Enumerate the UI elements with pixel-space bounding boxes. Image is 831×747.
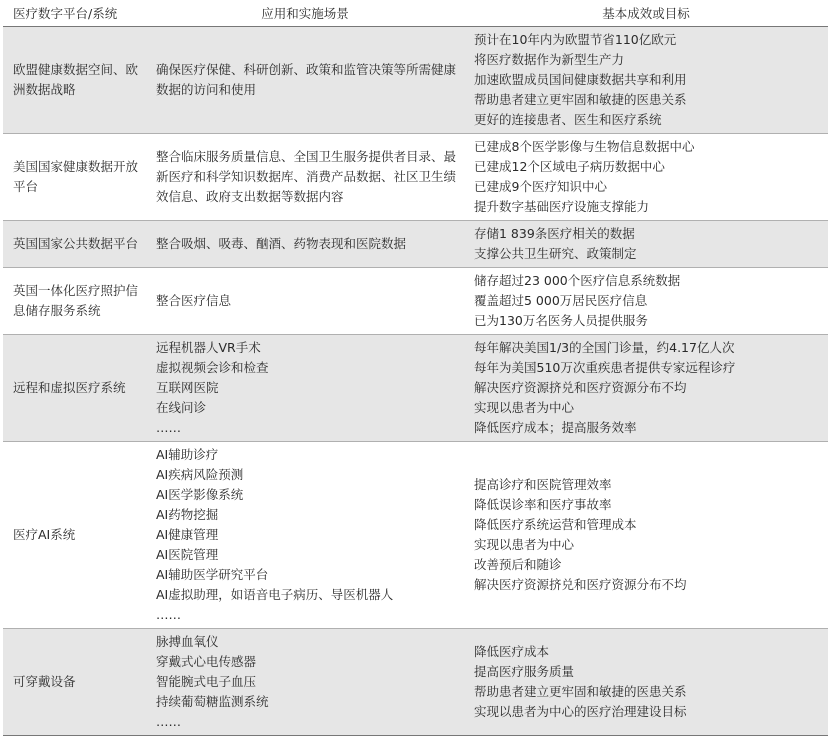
table-row: [3, 221, 828, 268]
scenario-cell: [146, 27, 464, 134]
outcome-cell: [464, 134, 828, 221]
header-row: [3, 0, 828, 27]
outcome-item: 已为130万名医务人员提供服务: [474, 313, 648, 328]
outcome-cell: [464, 268, 828, 335]
header-outcomes: 基本成效或目标: [464, 0, 828, 27]
scenario-item: 智能腕式电子血压: [156, 674, 257, 689]
outcome-item: 支撑公共卫生研究、政策制定: [474, 246, 637, 261]
header-platform: 医疗数字平台/系统: [3, 0, 146, 27]
outcome-item: 提高医疗服务质量: [474, 664, 575, 679]
table-row: [3, 27, 828, 134]
outcome-item: 提升数字基础医疗设施支撑能力: [474, 199, 650, 214]
outcome-item: 降低医疗系统运营和管理成本: [474, 517, 637, 532]
scenario-item: 远程机器人VR手术: [156, 340, 261, 355]
outcome-item: 实现以患者为中心: [474, 537, 575, 552]
outcome-item: 每年为美国510万次重疾患者提供专家远程诊疗: [474, 360, 736, 375]
outcome-item: 已建成12个区域电子病历数据中心: [474, 159, 665, 174]
outcome-item: 已建成9个医疗知识中心: [474, 179, 607, 194]
scenario-item: AI医院管理: [156, 547, 219, 562]
outcome-item: 降低医疗成本: [474, 644, 550, 659]
scenario-cell: [146, 268, 464, 335]
scenario-cell: [146, 335, 464, 442]
table-row: [3, 629, 828, 736]
outcome-cell: [464, 27, 828, 134]
scenario-item: ……: [156, 607, 181, 622]
scenario-cell: [146, 221, 464, 268]
outcome-item: 更好的连接患者、医生和医疗系统: [474, 112, 662, 127]
outcome-item: 每年解决美国1/3的全国门诊量，约4.17亿人次: [474, 340, 735, 355]
platform-name: 英国国家公共数据平台: [13, 236, 139, 251]
table-row: [3, 134, 828, 221]
outcome-item: 帮助患者建立更牢固和敏捷的医患关系: [474, 92, 687, 107]
scenario-item: 持续葡萄糖监测系统: [156, 694, 269, 709]
platform-cell: [3, 221, 146, 268]
outcome-item: 实现以患者为中心: [474, 400, 575, 415]
scenario-item: 虚拟视频会诊和检查: [156, 360, 269, 375]
outcome-item: 储存超过23 000个医疗信息系统数据: [474, 273, 681, 288]
outcome-item: 降低误诊率和医疗事故率: [474, 497, 612, 512]
scenario-text: 确保医疗保健、科研创新、政策和监管决策等所需健康数据的访问和使用: [156, 62, 457, 97]
scenario-item: 互联网医院: [156, 380, 219, 395]
table-row: [3, 268, 828, 335]
platform-name: 英国一体化医疗照护信息储存服务系统: [13, 283, 139, 318]
platform-name: 医疗AI系统: [13, 527, 76, 542]
platform-cell: [3, 442, 146, 629]
scenario-item: AI药物挖掘: [156, 507, 219, 522]
outcome-item: 改善预后和随诊: [474, 557, 562, 572]
outcome-cell: [464, 629, 828, 736]
scenario-item: AI辅助诊疗: [156, 447, 219, 462]
outcome-item: 覆盖超过5 000万居民医疗信息: [474, 293, 648, 308]
data-table: [3, 0, 828, 736]
scenario-item: 在线问诊: [156, 400, 207, 415]
outcome-item: 存储1 839条医疗相关的数据: [474, 226, 635, 241]
table-row: [3, 335, 828, 442]
table-row: [3, 442, 828, 629]
platform-cell: [3, 27, 146, 134]
scenario-item: AI医学影像系统: [156, 487, 244, 502]
platform-cell: [3, 629, 146, 736]
platform-cell: [3, 335, 146, 442]
platform-cell: [3, 134, 146, 221]
outcome-cell: [464, 442, 828, 629]
scenario-item: ……: [156, 714, 181, 729]
scenario-item: 穿戴式心电传感器: [156, 654, 257, 669]
scenario-text: 整合吸烟、吸毒、酗酒、药物表现和医院数据: [156, 236, 407, 251]
scenario-cell: [146, 134, 464, 221]
outcome-item: 实现以患者为中心的医疗治理建设目标: [474, 704, 687, 719]
outcome-item: 提高诊疗和医院管理效率: [474, 477, 612, 492]
platform-cell: [3, 268, 146, 335]
outcome-cell: [464, 335, 828, 442]
platform-name: 美国国家健康数据开放平台: [13, 159, 139, 194]
outcome-item: 加速欧盟成员国间健康数据共享和利用: [474, 72, 687, 87]
scenario-item: AI虚拟助理，如语音电子病历、导医机器人: [156, 587, 394, 602]
scenario-item: ……: [156, 420, 181, 435]
scenario-text: 整合医疗信息: [156, 293, 232, 308]
scenario-text: 整合临床服务质量信息、全国卫生服务提供者目录、最新医疗和科学知识数据库、消费产品数据、社区卫生绩效信息、政府支出数据等数据内容: [156, 149, 457, 204]
outcome-cell: [464, 221, 828, 268]
outcome-item: 降低医疗成本；提高服务效率: [474, 420, 637, 435]
scenario-item: AI辅助医学研究平台: [156, 567, 269, 582]
scenario-item: 脉搏血氧仪: [156, 634, 219, 649]
platform-name: 欧盟健康数据空间、欧洲数据战略: [13, 62, 139, 97]
scenario-cell: [146, 442, 464, 629]
scenario-item: AI疾病风险预测: [156, 467, 244, 482]
outcome-item: 解决医疗资源挤兑和医疗资源分布不均: [474, 380, 687, 395]
scenario-item: AI健康管理: [156, 527, 219, 542]
scenario-cell: [146, 629, 464, 736]
outcome-item: 解决医疗资源挤兑和医疗资源分布不均: [474, 577, 687, 592]
outcome-item: 预计在10年内为欧盟节省110亿欧元: [474, 32, 677, 47]
header-scenarios: 应用和实施场景: [146, 0, 464, 27]
outcome-item: 将医疗数据作为新型生产力: [474, 52, 625, 67]
outcome-item: 帮助患者建立更牢固和敏捷的医患关系: [474, 684, 687, 699]
outcome-item: 已建成8个医学影像与生物信息数据中心: [474, 139, 695, 154]
platform-name: 远程和虚拟医疗系统: [13, 380, 126, 395]
platform-name: 可穿戴设备: [13, 674, 76, 689]
